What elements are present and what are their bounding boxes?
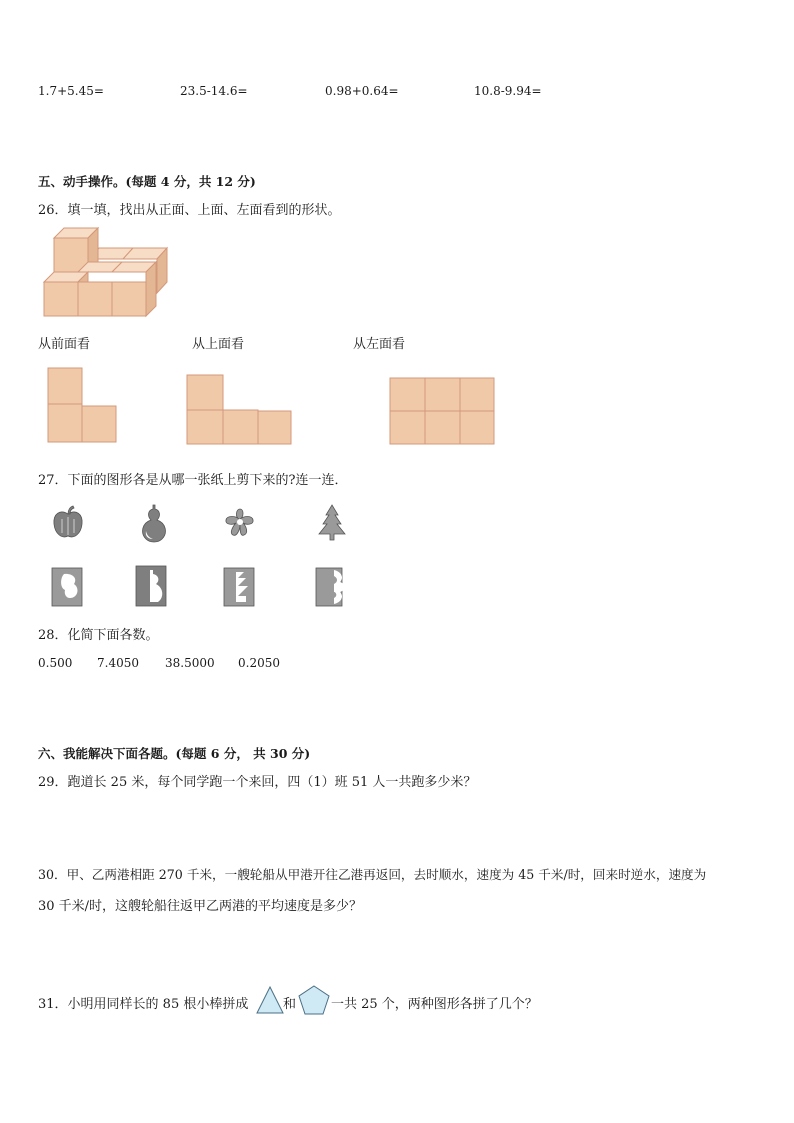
- section-5-title: 五、动手操作。(每题 4 分，共 12 分): [38, 174, 256, 189]
- decimal-3: 38.5000: [165, 656, 215, 670]
- equation-1: 1.7+5.45=: [38, 84, 104, 98]
- label-top-view: 从上面看: [192, 337, 245, 352]
- flower-icon: [222, 505, 258, 541]
- decimal-2: 7.4050: [97, 656, 139, 670]
- label-front-view: 从前面看: [38, 337, 91, 352]
- question-29: 29．跑道长 25 米，每个同学跑一个来回，四（1）班 51 人一共跑多少米？: [38, 775, 477, 790]
- decimal-4: 0.2050: [238, 656, 280, 670]
- question-26: 26．填一填，找出从正面、上面、左面看到的形状。: [38, 203, 341, 218]
- question-27: 27．下面的图形各是从哪一张纸上剪下来的?连一连．: [38, 473, 348, 488]
- equation-3: 0.98+0.64=: [325, 84, 399, 98]
- top-view-figure: [186, 374, 294, 446]
- front-view-figure: [47, 367, 119, 445]
- section-6-title: 六、我能解决下面各题。(每题 6 分， 共 30 分): [38, 746, 311, 761]
- paper-cutout-4-icon: [314, 566, 348, 608]
- apple-icon: [50, 505, 86, 541]
- label-left-view: 从左面看: [353, 337, 406, 352]
- question-30-line-1: 30．甲、乙两港相距 270 千米，一艘轮船从甲港开往乙港再返回，去时顺水，速度为 45 千米/时，回来时逆水，速度为: [38, 867, 707, 882]
- equation-2: 23.5-14.6=: [180, 84, 248, 98]
- equation-4: 10.8-9.94=: [474, 84, 542, 98]
- question-31-part-1: 31．小明用同样长的 85 根小棒拼成: [38, 997, 249, 1012]
- triangle-icon: [255, 985, 285, 1015]
- question-30-line-2: 30 千米/时，这艘轮船往返甲乙两港的平均速度是多少？: [38, 899, 363, 914]
- paper-cutout-1-icon: [50, 566, 84, 608]
- paper-cutout-3-icon: [222, 566, 256, 608]
- gourd-icon: [136, 503, 172, 543]
- left-view-figure: [389, 377, 497, 447]
- question-31-part-3: 一共 25 个，两种图形各拼了几个？: [331, 997, 538, 1012]
- question-28: 28．化简下面各数。: [38, 628, 159, 643]
- cube-stack-figure: [42, 226, 172, 318]
- paper-cutout-2-icon: [134, 564, 168, 608]
- tree-icon: [314, 503, 350, 543]
- decimal-1: 0.500: [38, 656, 73, 670]
- question-31-part-2: 和: [283, 997, 297, 1012]
- pentagon-icon: [297, 984, 331, 1016]
